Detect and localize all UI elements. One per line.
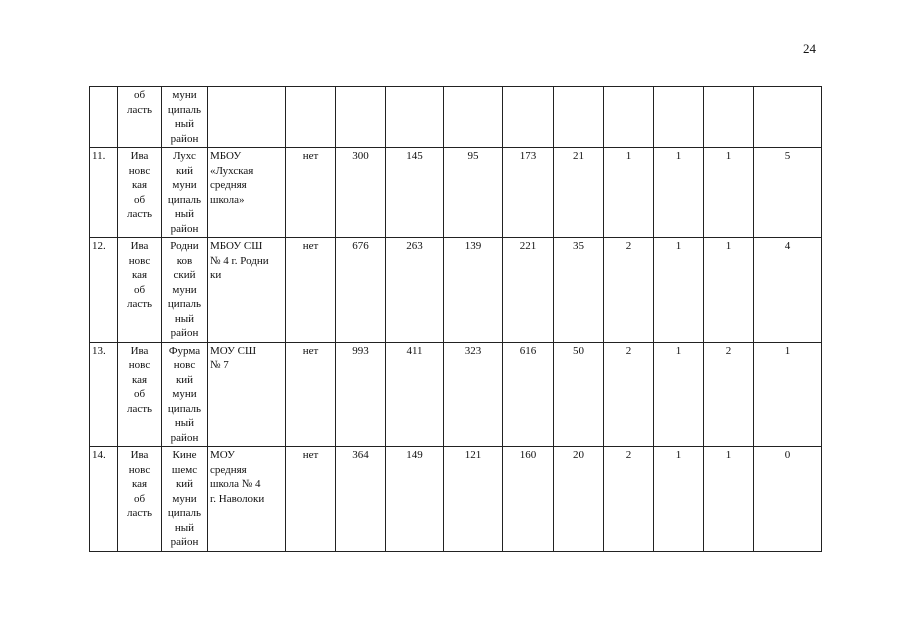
value-cell: 1 (654, 447, 704, 552)
data-table (89, 86, 822, 552)
district-line: район (170, 327, 199, 339)
table-row (90, 148, 822, 238)
school-cell (208, 238, 286, 343)
table-row-continuation (90, 87, 822, 148)
region-line: новс (128, 254, 151, 267)
value-cell (654, 87, 704, 148)
school-line: ки (210, 269, 222, 281)
value-cell: 263 (386, 238, 444, 343)
value-cell: 145 (386, 148, 444, 238)
district-line: муни (172, 283, 197, 296)
district-line: Кине (172, 449, 197, 461)
value-cell: 0 (754, 447, 822, 552)
district-line: ципаль (167, 402, 202, 415)
district-line: ный (174, 312, 195, 325)
school-line: № 4 г. Родни (210, 254, 269, 267)
value-cell: 173 (503, 148, 554, 238)
district-line: ный (174, 208, 195, 220)
district-line: Фурма (168, 344, 201, 357)
value-cell (503, 87, 554, 148)
district-line: муни (172, 179, 197, 191)
district-line: кий (175, 478, 194, 490)
value-cell (604, 87, 654, 148)
district-line: район (170, 431, 199, 444)
school-cell (208, 447, 286, 552)
value-cell (754, 87, 822, 148)
school-line: средняя (210, 179, 247, 191)
value-cell: 993 (336, 342, 386, 447)
school-cell (208, 148, 286, 238)
school-cell (208, 342, 286, 447)
table-row (90, 342, 822, 447)
value-cell: 2 (604, 238, 654, 343)
district-line: Лухс (173, 150, 196, 162)
flag-cell: нет (286, 342, 336, 447)
school-line: МОУ СШ (210, 344, 257, 357)
row-number-cell (90, 87, 118, 148)
district-cell (162, 447, 208, 552)
school-line: «Лухская (210, 164, 254, 177)
region-line: кая (131, 373, 148, 386)
value-cell (386, 87, 444, 148)
value-cell: 121 (444, 447, 503, 552)
region-line: ласть (126, 507, 153, 519)
school-line: МБОУ (210, 150, 242, 162)
value-cell: 616 (503, 342, 554, 447)
region-cell (118, 238, 162, 343)
value-cell: 1 (704, 447, 754, 552)
region-line: об (133, 283, 146, 296)
value-cell: 411 (386, 342, 444, 447)
district-line: ципаль (167, 298, 202, 310)
district-line: Родни (170, 240, 199, 252)
district-line: муни (172, 89, 197, 101)
value-cell (704, 87, 754, 148)
region-line: новс (128, 164, 151, 177)
region-line: ласть (126, 208, 153, 220)
region-line: об (133, 388, 146, 400)
region-line: кая (131, 269, 148, 281)
value-cell: 1 (654, 238, 704, 343)
region-line: Ива (130, 150, 149, 162)
district-line: ципаль (167, 507, 202, 519)
district-line: муни (172, 388, 197, 400)
district-line: новс (173, 359, 196, 371)
row-number-cell: 14. (90, 447, 118, 552)
region-line: Ива (130, 240, 149, 252)
value-cell: 5 (754, 148, 822, 238)
district-line: район (170, 132, 199, 145)
district-line: ципаль (167, 103, 202, 116)
region-line: новс (128, 463, 151, 476)
district-cell (162, 87, 208, 148)
table-row (90, 238, 822, 343)
school-line: школа № 4 (210, 478, 261, 490)
district-line: ный (174, 417, 195, 429)
region-line: новс (128, 359, 151, 371)
region-line: об (133, 193, 146, 206)
value-cell: 2 (704, 342, 754, 447)
school-line: школа» (210, 193, 245, 206)
region-line: Ива (130, 344, 149, 357)
page-number: 24 (803, 41, 816, 56)
district-cell (162, 238, 208, 343)
value-cell: 2 (604, 447, 654, 552)
value-cell: 1 (604, 148, 654, 238)
school-line: средняя (210, 463, 247, 476)
school-line: № 7 (210, 359, 229, 371)
value-cell: 20 (554, 447, 604, 552)
value-cell: 1 (654, 148, 704, 238)
row-number-cell: 11. (90, 148, 118, 238)
value-cell (444, 87, 503, 148)
value-cell: 50 (554, 342, 604, 447)
school-line: г. Наволоки (210, 492, 265, 505)
value-cell: 323 (444, 342, 503, 447)
district-line: район (170, 222, 199, 235)
flag-cell (286, 87, 336, 148)
district-line: муни (172, 492, 197, 505)
flag-cell: нет (286, 238, 336, 343)
value-cell (554, 87, 604, 148)
value-cell: 221 (503, 238, 554, 343)
district-cell (162, 148, 208, 238)
region-line: Ива (130, 449, 149, 461)
value-cell: 139 (444, 238, 503, 343)
district-line: район (170, 536, 199, 548)
value-cell: 21 (554, 148, 604, 238)
school-line: МОУ (210, 449, 235, 461)
district-line: шемс (171, 463, 198, 476)
district-line: ный (174, 118, 195, 130)
value-cell: 1 (654, 342, 704, 447)
flag-cell: нет (286, 447, 336, 552)
region-line: ласть (126, 103, 153, 116)
row-number-cell: 12. (90, 238, 118, 343)
district-cell (162, 342, 208, 447)
value-cell: 35 (554, 238, 604, 343)
table-body (90, 87, 822, 552)
region-cell (118, 342, 162, 447)
district-line: ков (176, 254, 193, 267)
value-cell: 149 (386, 447, 444, 552)
district-line: кий (175, 373, 194, 386)
value-cell: 1 (704, 238, 754, 343)
value-cell: 2 (604, 342, 654, 447)
district-line: ский (173, 269, 196, 281)
value-cell (336, 87, 386, 148)
region-line: об (133, 89, 146, 101)
region-cell (118, 87, 162, 148)
row-number-cell: 13. (90, 342, 118, 447)
flag-cell: нет (286, 148, 336, 238)
value-cell: 95 (444, 148, 503, 238)
region-line: кая (131, 179, 148, 191)
value-cell: 160 (503, 447, 554, 552)
value-cell: 300 (336, 148, 386, 238)
value-cell: 1 (754, 342, 822, 447)
table-row (90, 447, 822, 552)
value-cell: 1 (704, 148, 754, 238)
region-line: кая (131, 478, 148, 490)
school-line: МБОУ СШ (210, 240, 263, 252)
region-cell (118, 148, 162, 238)
region-line: ласть (126, 298, 153, 310)
region-cell (118, 447, 162, 552)
district-line: ный (174, 521, 195, 534)
value-cell: 676 (336, 238, 386, 343)
region-line: об (133, 492, 146, 505)
district-line: ципаль (167, 193, 202, 206)
school-cell (208, 87, 286, 148)
value-cell: 364 (336, 447, 386, 552)
district-line: кий (175, 164, 194, 177)
region-line: ласть (126, 402, 153, 415)
value-cell: 4 (754, 238, 822, 343)
